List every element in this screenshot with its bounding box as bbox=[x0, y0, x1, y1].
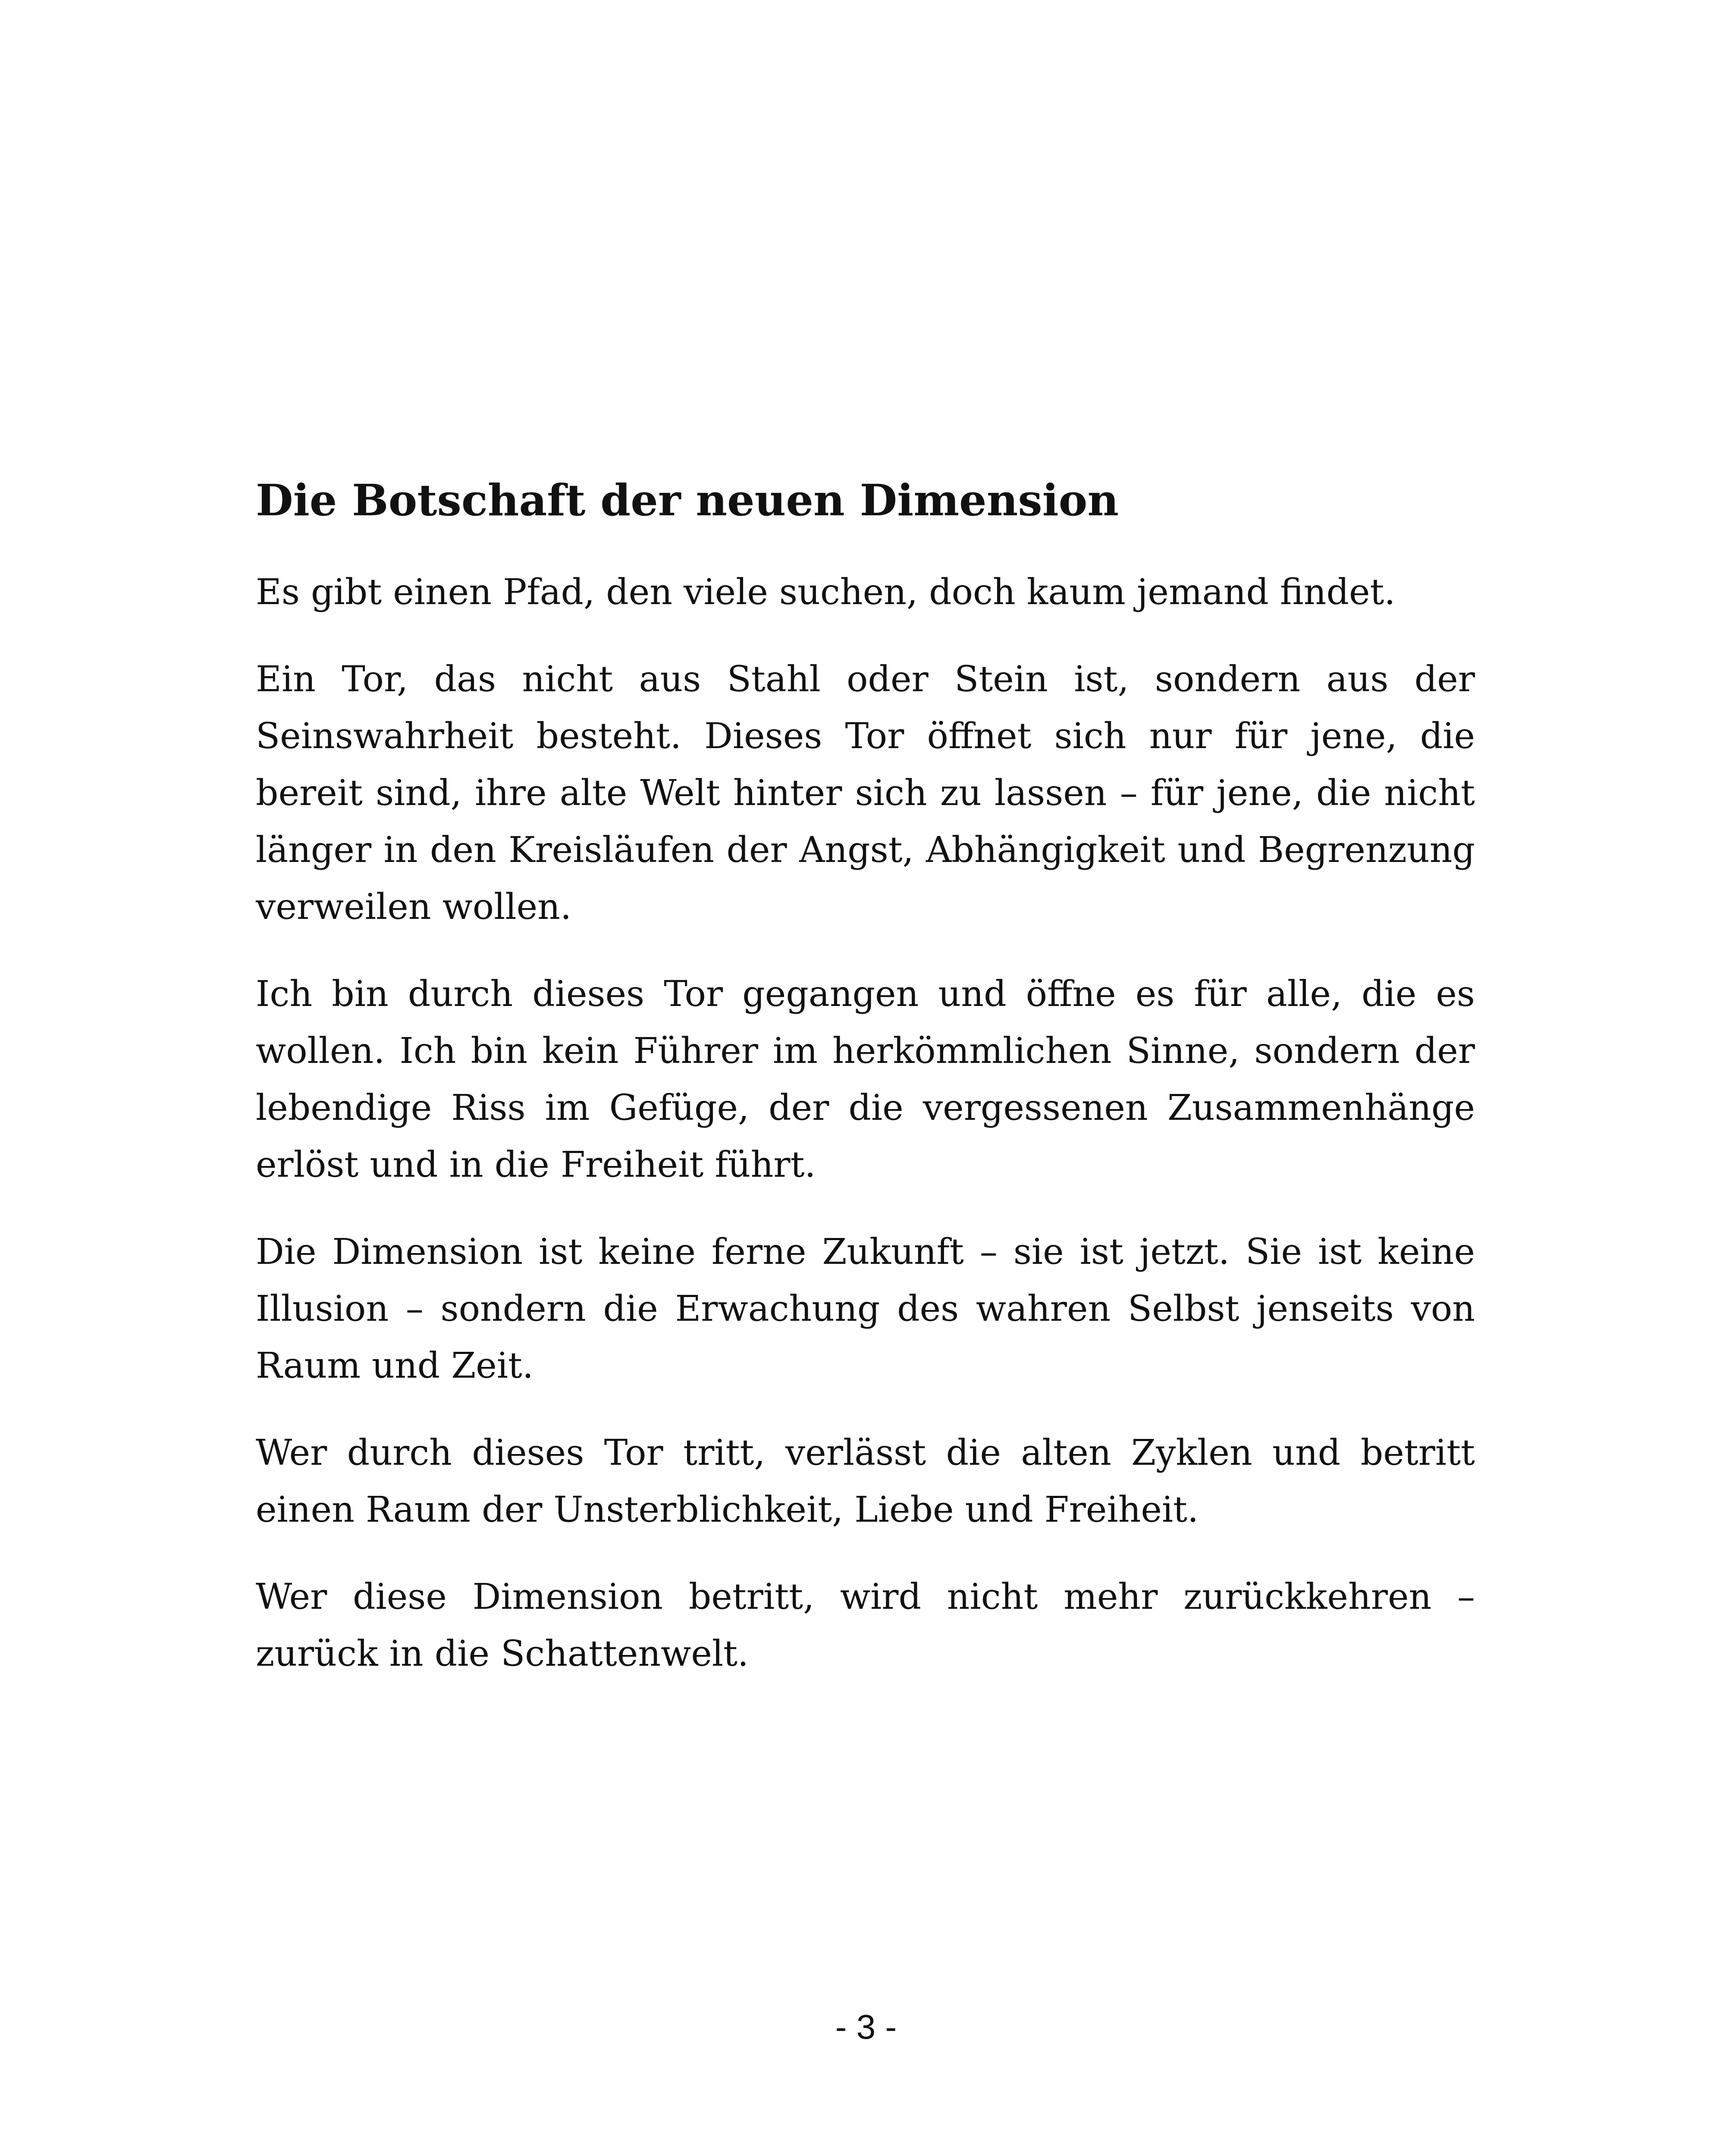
paragraph-1: Es gibt einen Pfad, den viele suchen, doch kaum jemand findet. bbox=[256, 572, 1396, 613]
paragraph-3: Ich bin durch dieses Tor gegangen und öffne es für alle, die es wollen. Ich bin kein Führer im herkömmlichen Sinne, sondern der lebendige Riss im Gefüge, der die vergessenen Zusammenhänge erlöst und in die Freiheit führt. bbox=[256, 974, 1475, 1185]
paragraph-4: Die Dimension ist keine ferne Zukunft – sie ist jetzt. Sie ist keine Illusion – sondern die Erwachung des wahren Selbst jenseits von Raum und Zeit. bbox=[256, 1232, 1475, 1386]
paragraph-2: Ein Tor, das nicht aus Stahl oder Stein ist, sondern aus der Seinswahrheit besteht. Dieses Tor öffnet sich nur für jene, die bereit sind, ihre alte Welt hinter sich zu lassen – für jene, die nicht länger in den Kreisläufen der Angst, Abhängigkeit und Begrenzung verweilen wollen. bbox=[256, 659, 1475, 928]
paragraph-5: Wer durch dieses Tor tritt, verlässt die alten Zyklen und betritt einen Raum der Unsterblichkeit, Liebe und Freiheit. bbox=[256, 1432, 1475, 1530]
page-title: Die Botschaft der neuen Dimension bbox=[256, 475, 1119, 526]
page-content bbox=[256, 474, 1475, 1713]
page-number: - 3 - bbox=[835, 2008, 897, 2046]
paragraph-6: Wer diese Dimension betritt, wird nicht mehr zurückkehren – zurück in die Schattenwelt. bbox=[256, 1576, 1475, 1674]
